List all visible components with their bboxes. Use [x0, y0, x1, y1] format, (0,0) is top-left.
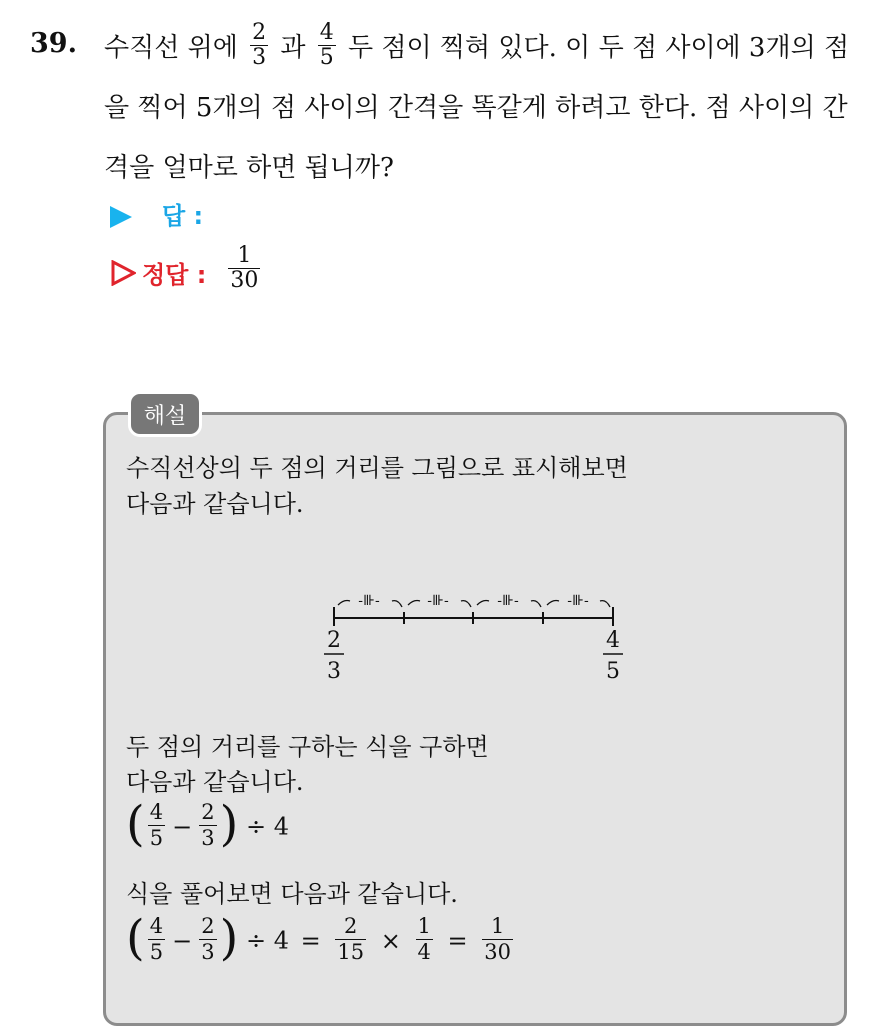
explanation-line2: 다음과 같습니다.: [126, 490, 304, 518]
fraction: [482, 914, 513, 965]
fraction-four-fifths: [318, 21, 336, 70]
right-paren: ): [219, 910, 239, 966]
explanation-line4: 다음과 같습니다.: [126, 768, 304, 796]
frac-den: 3: [201, 939, 215, 964]
frac-num: 2: [344, 913, 358, 938]
answer-label: 답 :: [162, 202, 204, 230]
frac-num: 1: [417, 913, 431, 938]
number-line-diagram: [300, 585, 640, 695]
frac-num: 4: [149, 799, 164, 824]
question-text-part2: 과: [280, 33, 306, 63]
right-endpoint-den: 5: [606, 659, 620, 684]
fraction: [416, 914, 433, 965]
times-sign: ×: [380, 926, 401, 955]
fraction: [148, 800, 165, 851]
explanation-line5: 식을 풀어보면 다음과 같습니다.: [126, 880, 458, 908]
right-endpoint-num: 4: [606, 628, 620, 653]
question-text: [104, 18, 864, 198]
frac-den: 30: [230, 268, 259, 293]
explanation-line1: 수직선상의 두 점의 거리를 그림으로 표시해보면: [126, 454, 628, 482]
fraction: [335, 914, 366, 965]
divide-term: ÷ 4: [245, 812, 289, 841]
frac-den: 30: [484, 939, 511, 964]
frac-den: 3: [252, 44, 267, 70]
question-number: 39.: [30, 28, 77, 59]
fraction: [148, 914, 165, 965]
divide-term: ÷ 4: [245, 926, 289, 955]
right-paren: ): [219, 796, 239, 852]
expression-2: [126, 910, 516, 970]
correct-label: 정답 :: [142, 261, 207, 289]
equals-sign: =: [300, 926, 321, 955]
frac-den: 5: [149, 939, 164, 964]
frac-num: 2: [201, 913, 215, 938]
fraction-two-thirds: [250, 21, 268, 70]
segment-mark: -⊪-: [427, 593, 449, 609]
explanation-line3: 두 점의 거리를 구하는 식을 구하면: [126, 733, 489, 761]
outline-triangle-icon: [110, 260, 136, 286]
frac-den: 15: [337, 939, 365, 964]
segment-mark: -⊪-: [358, 593, 380, 609]
expression-1: [126, 796, 289, 856]
play-triangle-icon: [110, 206, 132, 228]
left-paren: (: [126, 796, 145, 852]
frac-den: 5: [319, 44, 334, 70]
question-text-part1: 수직선 위에: [104, 33, 238, 63]
frac-den: 4: [417, 939, 431, 964]
minus-sign: −: [172, 926, 193, 955]
frac-num: 2: [201, 799, 215, 824]
left-paren: (: [126, 910, 145, 966]
left-endpoint-den: 3: [327, 659, 341, 684]
frac-num: 4: [319, 19, 334, 45]
frac-num: 4: [149, 913, 164, 938]
question-text-part3: 두 점이 찍혀 있다. 이 두 점 사이에 3개의 점을 찍어 5개의 점 사이의 간격을 똑같게 하려고 한다. 점 사이의 간격을 얼마로 하면 됩니까?: [104, 33, 850, 183]
explanation-tag: 해설: [128, 391, 202, 437]
frac-num: 1: [490, 913, 505, 938]
correct-answer-row: [110, 243, 264, 297]
segment-mark: -⊪-: [497, 593, 519, 609]
fraction: [199, 800, 216, 851]
frac-num: 1: [237, 243, 252, 268]
segment-mark: -⊪-: [567, 593, 589, 609]
equals-sign: =: [447, 926, 468, 955]
minus-sign: −: [172, 812, 193, 841]
answer-row: [110, 196, 203, 231]
frac-den: 5: [149, 825, 164, 850]
frac-num: 2: [252, 19, 267, 45]
frac-den: 3: [201, 825, 215, 850]
left-endpoint-num: 2: [327, 628, 341, 653]
correct-fraction: [228, 244, 260, 293]
fraction: [199, 914, 216, 965]
